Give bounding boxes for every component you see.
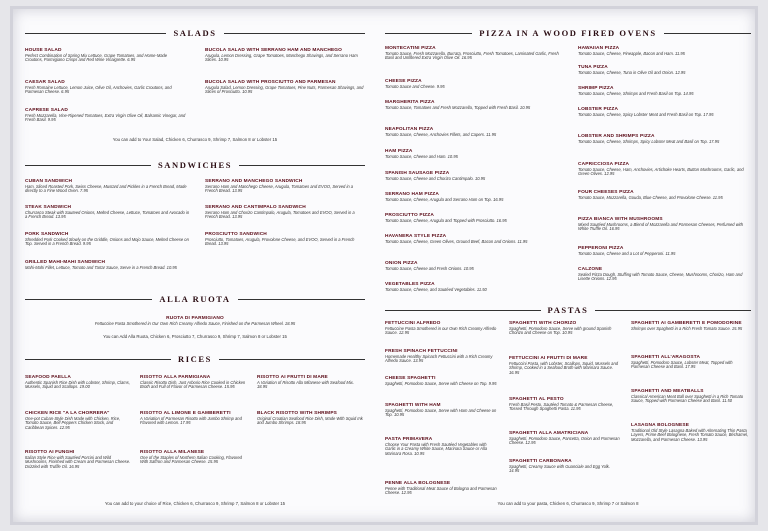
item-name: CAESAR SALAD xyxy=(25,80,65,85)
menu-item-pizza-bianca xyxy=(578,217,751,232)
menu-item-penne-bolognese xyxy=(385,481,497,496)
item-description: Spaghetti, Creamy Sauce with Guanciale and Egg Yolk. 14.95 xyxy=(509,463,610,474)
pizza-title: PIZZA IN A WOOD FIRED OVENS xyxy=(479,28,657,38)
menu-item-prosciutto-sandwich xyxy=(205,232,365,247)
item-description: A Variation of Risotto Alla Milanese with Seafood Mix. 18.95 xyxy=(257,379,354,390)
rices-header xyxy=(25,353,365,365)
item-name: GRILLED MAHI-MAHI SANDWICH xyxy=(25,260,106,265)
item-description: Homemade Healthy Spinach Fettuccini with a Rich Creamy Alfredo Sauce. 13.95 xyxy=(385,353,493,364)
menu-item-caesar-salad xyxy=(25,80,185,95)
item-description: One-pot Cuban-Style Dish Made with Chicken, Rice, Tomato Sauce, Bell Peppers Chicken Stock, and Caribbean Spices. 12.95 xyxy=(25,415,121,431)
item-description: Tomato Sauce, Cheese, Anchovies Fillets, and Capers. 11.95 xyxy=(385,131,497,137)
menu-item-black-risotto xyxy=(257,411,365,426)
item-name: MONTECATINI PIZZA xyxy=(385,46,436,51)
item-description: Original Croatian Seafood Rice Dish, Made With Squid Ink and Jumbo Shrimps. 18.95 xyxy=(257,415,363,426)
menu-item-chicken-rice xyxy=(25,411,133,431)
item-name: SPAGHETTI AL PESTO xyxy=(509,397,564,402)
item-description: Tomato Sauce, Cheese, and Sautéed Vegetables. 11.50 xyxy=(385,286,487,292)
item-name: CALZONE xyxy=(578,267,603,272)
menu-item-lobster-shrimps-pizza xyxy=(578,134,751,144)
item-description: Fettuccine Pasta Smothered in our Own Rich Creamy Alfredo Sauce. 12.95 xyxy=(385,325,497,336)
pastas-addon-note: You can add to your pasta, Chicken 6, Churrasco 9, Shrimp 7 or Salmon 8 xyxy=(497,501,639,506)
item-name: ONION PIZZA xyxy=(385,261,418,266)
menu-item-risotto-limone xyxy=(140,411,250,426)
item-name: PIZZA BIANCA WITH MUSHROOMS xyxy=(578,217,663,222)
item-description: Tomato Sauce, Mozzarella, Gouda, Blue Cheese, and Provolone Cheese. 11.95 xyxy=(578,194,723,200)
header-rule xyxy=(595,310,751,311)
item-description: Sealed Pizza Dough, Stuffing with Tomato Sauce, Cheese, Mushrooms, Chorizo, Ham and Lisette Onions. 12.95 xyxy=(578,271,743,282)
menu-item-cheese-spaghetti xyxy=(385,376,497,386)
menu-item-serrano-cantimpalo xyxy=(205,205,365,220)
menu-item-margherita-pizza xyxy=(385,100,560,110)
item-name: RISOTTO ALLA PARMIGIANA xyxy=(140,375,211,380)
item-name: CUBAN SANDWICH xyxy=(25,179,73,184)
item-description: Spaghetti, Pomodoro Sauce, Serve with Cheese on Top. 9.95 xyxy=(385,380,497,386)
item-name: SHRIMP PIZZA xyxy=(578,86,614,91)
item-description: Fresh Romaine Lettuce, Lemon Juice, Olive Oil, Anchovies, Garlic Croutons, and Parmesan Cheese. 6.95 xyxy=(25,84,172,95)
item-description: Spaghetti, Pomodoro Sauce, Lobster Meat, Topped with Parmesan Cheese and Basil. 17.95 xyxy=(631,359,733,370)
item-name: CAPRICCIOSA PIZZA xyxy=(578,162,630,167)
menu-item-montecatini-pizza xyxy=(385,46,560,61)
item-name: SPAGHETTI AI GAMBERETTI E POMODORINE xyxy=(631,321,742,326)
item-name: SPANISH SAUSAGE PIZZA xyxy=(385,171,450,176)
pastas-title: PASTAS xyxy=(547,305,589,315)
item-description: Perfect Combination of Spring Mix Lettuce, Grape Tomatoes, and Home-Made Croutons, Parmigiano Crisps and Red Wine Vinaigrette. 6.95 xyxy=(25,52,168,63)
menu-item-bucola-prosciutto xyxy=(205,80,365,95)
item-name: SPAGHETTI CARBONARA xyxy=(509,459,572,464)
item-name: LASAGNA BOLOGNESE xyxy=(631,423,690,428)
header-rule xyxy=(25,33,166,34)
item-name: PEPPERONI PIZZA xyxy=(578,246,624,251)
salads-title: SALADS xyxy=(173,28,217,38)
item-name: PENNE ALLA BOLOGNESE xyxy=(385,481,451,486)
salads-addon-note: You can add to Your Salad, Chicken 6, Churrasco 9, Shrimp 7, Salmon 8 or Lobster 15 xyxy=(112,137,278,142)
item-description: Serrano Ham and Chorizo Cantimpalo, Arugula, Tomatoes and EVOO, Served in a French Bread. 13.95 xyxy=(205,209,355,220)
item-name: STEAK SANDWICH xyxy=(25,205,72,210)
item-name: HOUSE SALAD xyxy=(25,48,62,53)
item-name: PROSCIUTTO PIZZA xyxy=(385,213,434,218)
menu-item-tuna-pizza xyxy=(578,65,751,75)
menu-item-lobster-pizza xyxy=(578,107,751,117)
menu-item-caprese-salad xyxy=(25,108,195,123)
item-name: SEAFOOD PAELLA xyxy=(25,375,71,380)
item-description: Fresh Basil Pesto, Sautéed Tomato & Parmesan Cheese, Tossed Through Spaghetti Pasta. 11.95 xyxy=(509,401,614,412)
item-description: Spaghetti, Pomodoro Sauce, Serve with ground Spanish Chorizo and Cheese on Top. 10.95 xyxy=(509,325,612,336)
menu-item-mahi-mahi-sandwich xyxy=(25,260,190,270)
menu-item-spaghetti-gamberetti xyxy=(631,321,751,331)
item-description: Authentic Spanish Rice Dish with Lobster, Shrimp, Clams, Mussels, Squid and Scallops. 19.00 xyxy=(25,379,130,390)
menu-item-spaghetti-meatballs xyxy=(631,389,751,404)
menu-item-risotto-milanese xyxy=(140,450,250,465)
item-description: Tomato Sauce, Cheese, Shrimps and Fresh Basil on Top. 14.95 xyxy=(578,90,694,96)
menu-item-ruota-di-parmigiano xyxy=(25,316,365,326)
menu-item-serrano-manchego xyxy=(205,179,365,194)
item-description: Penne with Traditional Meat Sauce of Bologna and Parmesan Cheese. 12.95 xyxy=(385,485,497,496)
menu-item-onion-pizza xyxy=(385,261,560,271)
left-column xyxy=(25,9,365,522)
item-description: Mahi-Mahi Fillet, Lettuce, Tomato and Tartar Sauce, Serve in a French Bread. 10.95 xyxy=(25,264,177,270)
item-name: MARGHERITA PIZZA xyxy=(385,100,435,105)
item-description: Traditional Old Style Lasagna Baked with Alternating Thin Pasta Layers, Prime Beef Bolognese, Fresh Tomato Sauce, Béchamel, Mozzarella, and Parmesan Cheese. 13.95 xyxy=(631,427,749,443)
item-description: Prosciutto, Tomatoes, Arugula, Provolone Cheese, and EVOO, Served in a French Bread. 13.95 xyxy=(205,236,355,247)
menu-item-prosciutto-pizza xyxy=(385,213,560,223)
menu-item-spaghetti-amatriciana xyxy=(509,431,621,446)
menu-item-capricciosa-pizza xyxy=(578,162,751,177)
menu-item-spaghetti-carbonara xyxy=(509,459,621,474)
alla-ruota-header xyxy=(25,293,365,305)
header-rule xyxy=(385,33,472,34)
menu-item-spaghetti-aragosta xyxy=(631,355,751,370)
alla-ruota-addon-note: You can Add Alla Ruota, Chicken 6, Prosciutto 7, Churrasco 9, Shrimp 7, Salmon 8 or Lobster 15 xyxy=(103,334,287,339)
item-description: One of the Staples of Northern Italian Cooking, Flavored With Saffron and Parmesan Cheese. 15.95 xyxy=(140,454,242,465)
item-name: LOBSTER PIZZA xyxy=(578,107,619,112)
menu-item-spaghetti-chorizo xyxy=(509,321,619,336)
item-name: BUCOLA SALAD WITH SERRANO HAM AND MANCHEGO xyxy=(205,48,343,53)
menu-item-steak-sandwich xyxy=(25,205,190,220)
menu-item-pepperoni-pizza xyxy=(578,246,751,256)
menu-item-fettuccini-alfredo xyxy=(385,321,497,336)
item-name: FETTUCCINI AI FRUTTI DI MARE xyxy=(509,356,588,361)
item-description: Mixed Sautéed Mushrooms, a Blend of Mozzarella and Parmesan Cheeses, Perfumed with White Truffle Oil. 16.95 xyxy=(578,221,743,232)
item-description: Fresh Mozzarella, Vine-Ripened Tomatoes, Extra Virgin Olive Oil, Balsamic Vinegar, and Fresh Basil. 9.95 xyxy=(25,112,186,123)
item-name: TUNA PIZZA xyxy=(578,65,608,70)
item-description: Arugula Salad, Lemon Dressing, Grape Tomatoes, Pine Nuts, Parmesan Shavings, and Slices of Prosciutto. 10.95 xyxy=(205,84,364,95)
item-name: CHICKEN RICE "A LA CHORRERA" xyxy=(25,411,110,416)
menu-item-shrimp-pizza xyxy=(578,86,751,96)
item-name: FOUR CHEESES PIZZA xyxy=(578,190,634,195)
item-description: Tomato Sauce, Cheese, Pineapple, Bacon and Ham. 11.95 xyxy=(578,50,685,56)
item-description: Tomato Sauce, Cheese, Arugula and Serrano Ham on Top. 16.95 xyxy=(385,196,504,202)
item-name: FRESH SPINACH FETTUCCINI xyxy=(385,349,458,354)
item-description: Ham, Sliced Roasted Pork, Swiss Cheese, Mustard and Pickles in a French Bread, Made directly to a Fine Wood Oven. 7.95 xyxy=(25,183,187,194)
header-rule xyxy=(239,165,365,166)
menu-item-seafood-paella xyxy=(25,375,130,390)
menu-item-bucola-serrano xyxy=(205,48,365,63)
header-rule xyxy=(224,33,365,34)
menu-item-ham-pizza xyxy=(385,149,560,159)
item-name: RISOTTO AI FUNGHI xyxy=(25,450,75,455)
item-description: Tomato Sauce, Cheese and Fresh Onions. 10.95 xyxy=(385,265,474,271)
item-name: FETTUCCINI ALFREDO xyxy=(385,321,441,326)
item-description: Classical American Meat Ball over Spaghetti in a Rich Tomato Sauce, Topped with Parmesan Cheese and Basil. 11.50 xyxy=(631,393,744,404)
item-description: Tomato Sauce, Cheese, Shrimps, Spicy Lobster Meat and Basil on Top. 17.95 xyxy=(578,138,720,144)
menu-item-serrano-ham-pizza xyxy=(385,192,560,202)
rices-title: RICES xyxy=(178,354,212,364)
item-description: Churrasco Steak with Sauteed Onions, Melted Cheese, Lettuce, Tomatoes and Avocado in a French Bread. 13.95 xyxy=(25,209,190,220)
menu-item-spanish-sausage-pizza xyxy=(385,171,560,181)
menu-sheet xyxy=(10,6,758,525)
menu-item-spaghetti-pesto xyxy=(509,397,621,412)
header-rule xyxy=(385,310,541,311)
item-name: RISOTTO ALLA MILANESE xyxy=(140,450,205,455)
menu-item-neapolitan-pizza xyxy=(385,127,560,137)
item-name: LOBSTER AND SHRIMPS PIZZA xyxy=(578,134,655,139)
item-description: Shrimps over Spaghetti in a Rich Fresh Tomato Sauce. 15.95 xyxy=(631,325,743,331)
item-description: Tomato Sauce, Fresh Mozzarella, Burrata, Prosciutto, Fresh Tomatoes, Laminated Garlic, Fresh Basil and Unfiltered Extra Virgin Olive Oil. 16.95 xyxy=(385,50,559,61)
menu-item-cheese-pizza xyxy=(385,79,560,89)
item-description: Tomato Sauce, Cheese, Tuna in Olive Oil and Onion. 12.95 xyxy=(578,69,686,75)
item-description: Fettuccine Pasta Smothered in Our Own Rich Creamy Alfredo Sauce, Finished on the Parmesan Wheel. 18.95 xyxy=(94,320,296,326)
menu-item-spinach-fettuccini xyxy=(385,349,497,364)
salads-header xyxy=(25,27,365,39)
menu-item-risotto-parmigiana xyxy=(140,375,250,390)
menu-item-spaghetti-ham xyxy=(385,403,497,418)
item-description: Tomato Sauce, Cheese, Green Olives, Ground Beef, Bacon and Onions. 11.95 xyxy=(385,238,528,244)
alla-ruota-title: ALLA RUOTA xyxy=(159,294,231,304)
item-description: A Variation of Parmesan Risotto with Jumbo Shrimp and Flavored with Lemon. 17.95 xyxy=(140,415,242,426)
item-description: Arugula, Lemon Dressing, Grape Tomatoes, Manchego Shavings, and Serrano Ham Slices. 10.95 xyxy=(205,52,358,63)
item-name: BLACK RISOTTO WITH SHRIMPS xyxy=(257,411,338,416)
right-column xyxy=(385,9,751,522)
item-name: SPAGHETTI WITH CHORIZO xyxy=(509,321,577,326)
item-description: Tomato Sauce, Cheese, Spicy Lobster Meat and Fresh Basil on Top. 17.95 xyxy=(578,111,714,117)
menu-item-lasagna-bolognese xyxy=(631,423,751,443)
item-description: Fettuccini Pasta, with Lobster, Scallops, Squid, Mussels and Shrimp, Cooked in a Seafood Broth with Marinara Sauce. 16.95 xyxy=(509,360,618,376)
sandwiches-header xyxy=(25,159,365,171)
item-name: SERRANO AND MANCHEGO SANDWICH xyxy=(205,179,303,184)
item-name: CHEESE SPAGHETTI xyxy=(385,376,436,381)
item-name: SPAGHETTI ALL'ARAGOSTA xyxy=(631,355,701,360)
item-name: CHEESE PIZZA xyxy=(385,79,422,84)
menu-item-cuban-sandwich xyxy=(25,179,190,194)
item-description: Tomato Sauce, Cheese and a Lot of Pepperoni. 11.95 xyxy=(578,250,676,256)
item-description: Tomato Sauce, Cheese and Ham. 10.95 xyxy=(385,153,458,159)
item-description: Spaghetti, Pomodoro Sauce, Pancetta, Onion and Parmesan Cheese. 12.95 xyxy=(509,435,620,446)
item-description: Shredded Pork Cooked Slowly on the Griddle, Onions and Mojo Sauce, Melted Cheese on Top. Served in a French Bread. 9.95 xyxy=(25,236,189,247)
sandwiches-title: SANDWICHES xyxy=(157,160,233,170)
item-description: Serrano Ham and Manchego Cheese, Arugula, Tomatoes and EVOO, Served in a French Bread. 13.95 xyxy=(205,183,354,194)
menu-item-house-salad xyxy=(25,48,185,63)
menu-item-hawaiian-pizza xyxy=(578,46,751,56)
menu-item-calzone xyxy=(578,267,751,282)
item-name: HAVANERA STYLE PIZZA xyxy=(385,234,447,239)
item-name: SPAGHETTI WITH HAM xyxy=(385,403,441,408)
item-name: CAPRESE SALAD xyxy=(25,108,68,113)
item-name: NEAPOLITAN PIZZA xyxy=(385,127,434,132)
header-rule xyxy=(25,299,152,300)
header-rule xyxy=(664,33,751,34)
item-description: Tomato Sauce and Cheese. 9.95 xyxy=(385,83,445,89)
header-rule xyxy=(238,299,365,300)
rices-addon-note: You can add to your choice of Rice, Chicken 6, Churrasco 9, Shrimp 7, Salmon 8 or Lobster 15 xyxy=(104,501,286,506)
item-description: Tomato Sauce, Tomatoes and Fresh Mozzarella, Topped with Fresh Basil. 10.95 xyxy=(385,104,531,110)
item-description: Italian Style Rice with Sautéed Porcini and Wild Mushrooms, Finished with Cream and Parmesan Cheese. Drizzled with Truffle Oil. 16.95 xyxy=(25,454,131,470)
item-name: RISOTTO AL LIMONE E GAMBERETTI xyxy=(140,411,231,416)
item-name: BUCOLA SALAD WITH PROSCIUTTO AND PARMESAN xyxy=(205,80,336,85)
item-name: PASTA PRIMAVERA xyxy=(385,437,433,442)
header-rule xyxy=(25,359,171,360)
pastas-header xyxy=(385,304,751,316)
item-name: HAWAIIAN PIZZA xyxy=(578,46,620,51)
menu-item-havanera-pizza xyxy=(385,234,560,244)
item-description: Tomato Sauce, Cheese and Chorizo Cantimpalo. 10.95 xyxy=(385,175,486,181)
menu-item-fettuccini-frutti-di-mare xyxy=(509,356,621,376)
item-name: SERRANO AND CANTIMPALO SANDWICH xyxy=(205,205,306,210)
item-description: Spaghetti, Pomodoro Sauce, Serve with Ham and Cheese on Top. 10.95 xyxy=(385,407,497,418)
menu-item-vegetables-pizza xyxy=(385,282,560,292)
item-name: PROSCIUTTO SANDWICH xyxy=(205,232,267,237)
menu-item-pork-sandwich xyxy=(25,232,190,247)
item-name: SPAGHETTI AND MEATBALLS xyxy=(631,389,704,394)
item-description: Tomato Sauce, Cheese, Arugula and Topped with Prosciutto. 16.95 xyxy=(385,217,507,223)
item-description: Classic Risotto Dish, Just Arborio Rice Cooked in Chicken Broth and Full of Flavor of Parmesan Cheese. 15.95 xyxy=(140,379,246,390)
menu-item-four-cheeses-pizza xyxy=(578,190,751,200)
item-description: Choose Your Pasta with Fresh Sautéed Vegetables with Garlic in a Creamy White Sauce, Marinara Sauce or Alla Marinara Rosa. 10.95 xyxy=(385,441,488,457)
menu-item-pasta-primavera xyxy=(385,437,497,457)
item-name: SPAGHETTI ALLA AMATRICIANA xyxy=(509,431,589,436)
item-name: SERRANO HAM PIZZA xyxy=(385,192,439,197)
header-rule xyxy=(219,359,365,360)
item-name: RUOTA DI PARMIGIANO xyxy=(166,316,224,321)
item-name: VEGETABLES PIZZA xyxy=(385,282,435,287)
header-rule xyxy=(25,165,151,166)
item-name: RISOTTO AI FRUTTI DI MARE xyxy=(257,375,328,380)
menu-item-risotto-funghi xyxy=(25,450,133,470)
menu-item-risotto-frutti-di-mare xyxy=(257,375,365,390)
item-name: PORK SANDWICH xyxy=(25,232,69,237)
item-description: Tomato Sauce, Cheese, Ham, Anchovies, Artichoke Hearts, Button Mushrooms, Garlic, and Green Olives. 12.95 xyxy=(578,166,744,177)
pizza-header xyxy=(385,27,751,39)
item-name: HAM PIZZA xyxy=(385,149,413,154)
